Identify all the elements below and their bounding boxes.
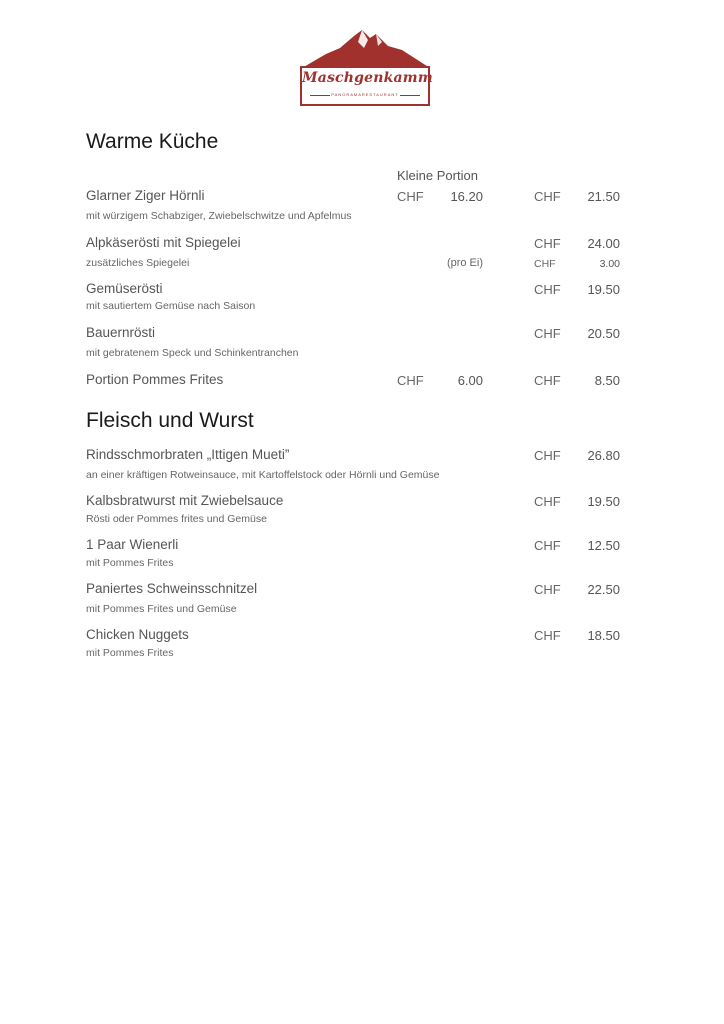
- currency: CHF: [534, 326, 561, 341]
- price: 24.00: [587, 236, 620, 251]
- price: 18.50: [587, 628, 620, 643]
- extra-note: (pro Ei): [446, 257, 483, 269]
- menu-item-description: mit Pommes Frites: [86, 647, 174, 659]
- menu-item-name: Glarner Ziger Hörnli: [86, 188, 205, 203]
- small-currency: CHF: [397, 189, 424, 204]
- menu-item-name: Kalbsbratwurst mit Zwiebelsauce: [86, 493, 284, 508]
- menu-item-description: Rösti oder Pommes frites und Gemüse: [86, 513, 267, 525]
- price: 19.50: [587, 282, 620, 297]
- menu-item-description: mit sautiertem Gemüse nach Saison: [86, 300, 256, 312]
- small-price: 6.00: [457, 373, 483, 388]
- currency: CHF: [534, 538, 561, 553]
- extra-currency: CHF: [534, 258, 556, 270]
- menu-item-description: zusätzliches Spiegelei: [86, 257, 190, 269]
- currency: CHF: [534, 189, 561, 204]
- small-price: 16.20: [450, 189, 483, 204]
- extra-price: 3.00: [599, 258, 620, 270]
- price: 8.50: [594, 373, 620, 388]
- logo-subtitle: PANORAMARESTAURANT: [331, 92, 399, 97]
- small-portion-header: Kleine Portion: [397, 168, 478, 183]
- menu-item-description: mit Pommes Frites und Gemüse: [86, 603, 237, 615]
- menu-item-description: mit Pommes Frites: [86, 557, 174, 569]
- currency: CHF: [534, 448, 561, 463]
- currency: CHF: [534, 494, 561, 509]
- currency: CHF: [534, 628, 561, 643]
- price: 20.50: [587, 326, 620, 341]
- menu-item-description: an einer kräftigen Rotweinsauce, mit Kartoffelstock oder Hörnli und Gemüse: [86, 469, 440, 481]
- section-title-warm: Warme Küche: [86, 130, 219, 153]
- menu-item-name: Rindsschmorbraten „Ittigen Mueti”: [86, 447, 290, 462]
- currency: CHF: [534, 582, 561, 597]
- logo-frame: [300, 66, 433, 106]
- price: 21.50: [587, 189, 620, 204]
- logo-name: Maschgenkamm: [302, 70, 433, 86]
- price: 22.50: [587, 582, 620, 597]
- price: 26.80: [587, 448, 620, 463]
- menu-item-name: Chicken Nuggets: [86, 627, 189, 642]
- menu-item-description: mit würzigem Schabziger, Zwiebelschwitze und Apfelmus: [86, 210, 352, 222]
- logo-divider-right: [400, 95, 420, 96]
- currency: CHF: [534, 236, 561, 251]
- menu-item-name: Portion Pommes Frites: [86, 372, 224, 387]
- section-title-meat: Fleisch und Wurst: [86, 409, 254, 432]
- currency: CHF: [534, 373, 561, 388]
- price: 12.50: [587, 538, 620, 553]
- menu-item-name: Alpkäserösti mit Spiegelei: [86, 235, 241, 250]
- price: 19.50: [587, 494, 620, 509]
- menu-item-name: Paniertes Schweinsschnitzel: [86, 581, 258, 596]
- menu-item-name: Gemüserösti: [86, 281, 163, 296]
- menu-item-description: mit gebratenem Speck und Schinkentranchen: [86, 347, 299, 359]
- currency: CHF: [534, 282, 561, 297]
- menu-item-name: Bauernrösti: [86, 325, 156, 340]
- menu-item-name: 1 Paar Wienerli: [86, 537, 179, 552]
- restaurant-logo: [296, 26, 436, 110]
- small-currency: CHF: [397, 373, 424, 388]
